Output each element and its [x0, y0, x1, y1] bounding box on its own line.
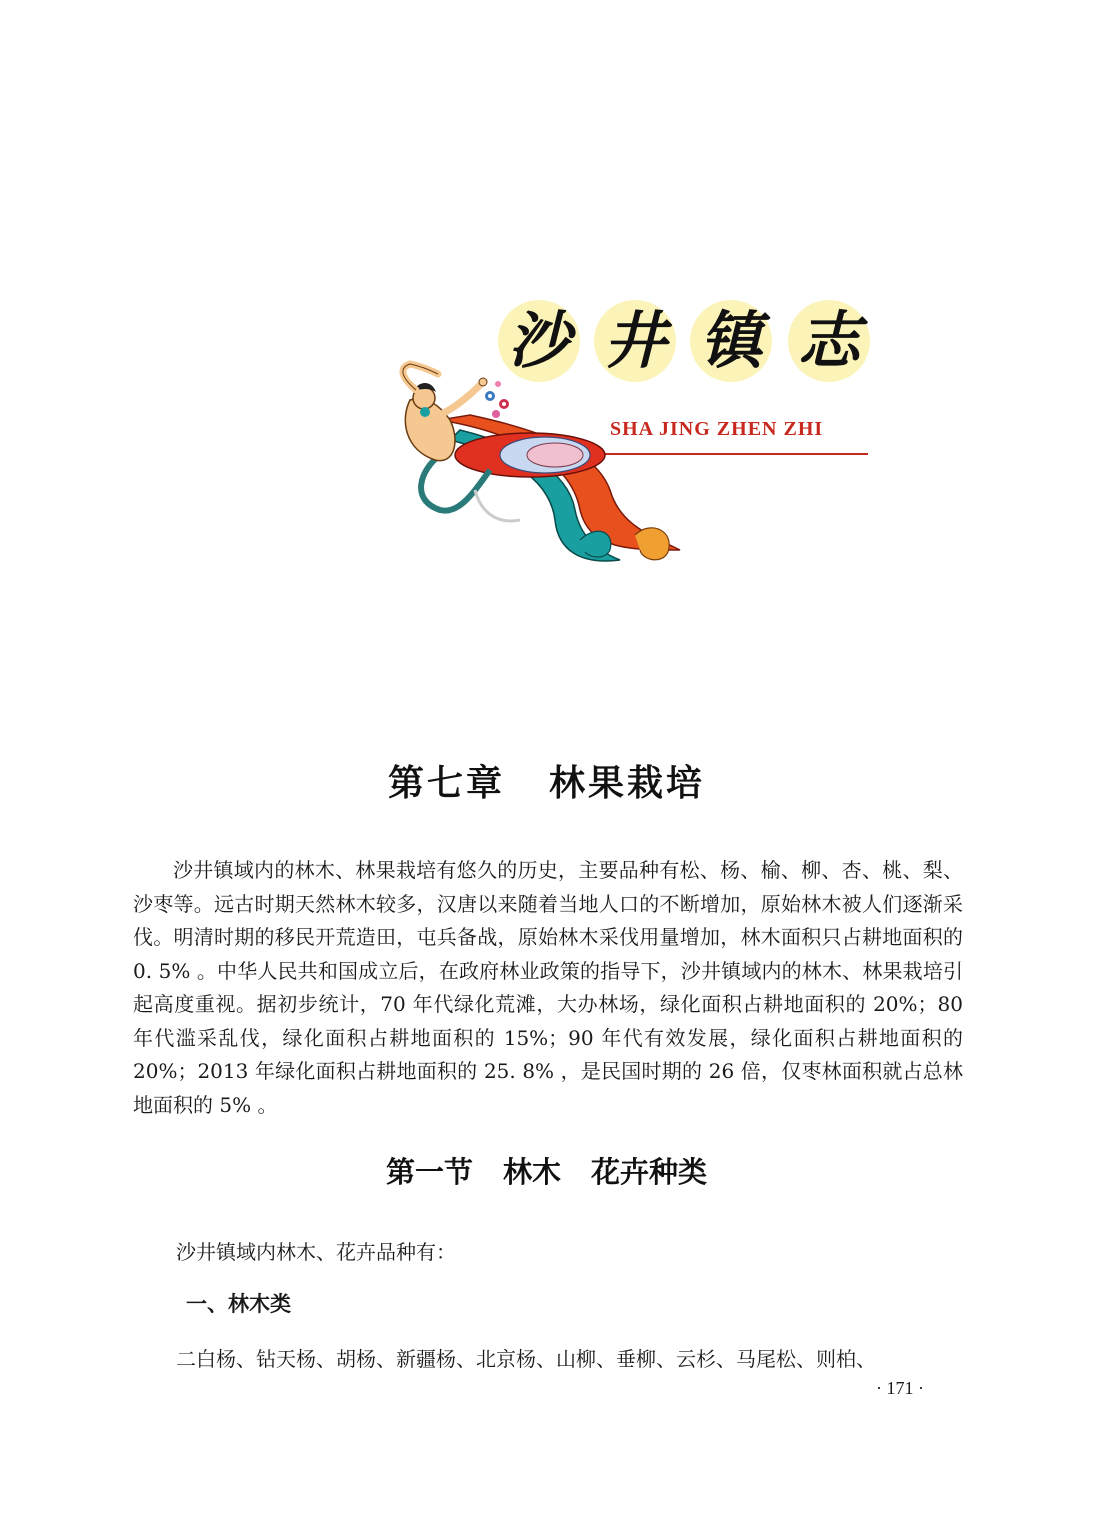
chapter-heading	[0, 755, 1093, 806]
title-char-1: 沙	[507, 304, 570, 377]
chapter-title: 林果栽培	[549, 763, 706, 804]
section-title-part-1: 林木	[502, 1155, 561, 1189]
section-lead: 沙井镇域内林木、花卉品种有：	[176, 1240, 456, 1264]
apsara-illustration	[380, 360, 700, 570]
section-title-part-2: 花卉种类	[591, 1155, 708, 1189]
romanized-title: SHA JING ZHEN ZHI	[610, 418, 824, 440]
subsection-heading: 一、林木类	[186, 1292, 291, 1316]
page-number: · 171 ·	[876, 1378, 924, 1398]
title-char-3: 镇	[699, 304, 762, 377]
section-heading	[0, 1150, 1093, 1191]
book-logo	[380, 300, 880, 570]
title-char-4: 志	[797, 304, 860, 377]
intro-paragraph: 沙井镇域内的林木、林果栽培有悠久的历史，主要品种有松、杨、榆、柳、杏、桃、梨、沙枣等。远古时期天然林木较多，汉唐以来随着当地人口的不断增加，原始林木被人们逐渐采伐。明清时期的移民开荒造田，屯兵备战，原始林木采伐用量增加，林木面积只占耕地面积的 0. 5% 。中华人民共和国成立后，在政府林业政策的指导下，沙井镇域内的林木、林果栽培引起高度重视。据初步统计，70 年代绿化荒滩，大办林场，绿化面积占耕地面积的 20%；80 年代滥采乱伐，绿化面积占耕地面积的 15%；90 年代有效发展，绿化面积占耕地面积的 20%；2013 年绿化面积占耕地面积的 25. 8% ，是民国时期的 26 倍，仅枣林面积就占总林地面积的 5% 。	[133, 858, 963, 1117]
chapter-number: 第七章	[387, 763, 505, 804]
title-char-2: 井	[603, 304, 666, 377]
species-list-line: 二白杨、钻天杨、胡杨、新疆杨、北京杨、山柳、垂柳、云杉、马尾松、则柏、	[176, 1347, 876, 1371]
section-number: 第一节	[385, 1155, 473, 1189]
